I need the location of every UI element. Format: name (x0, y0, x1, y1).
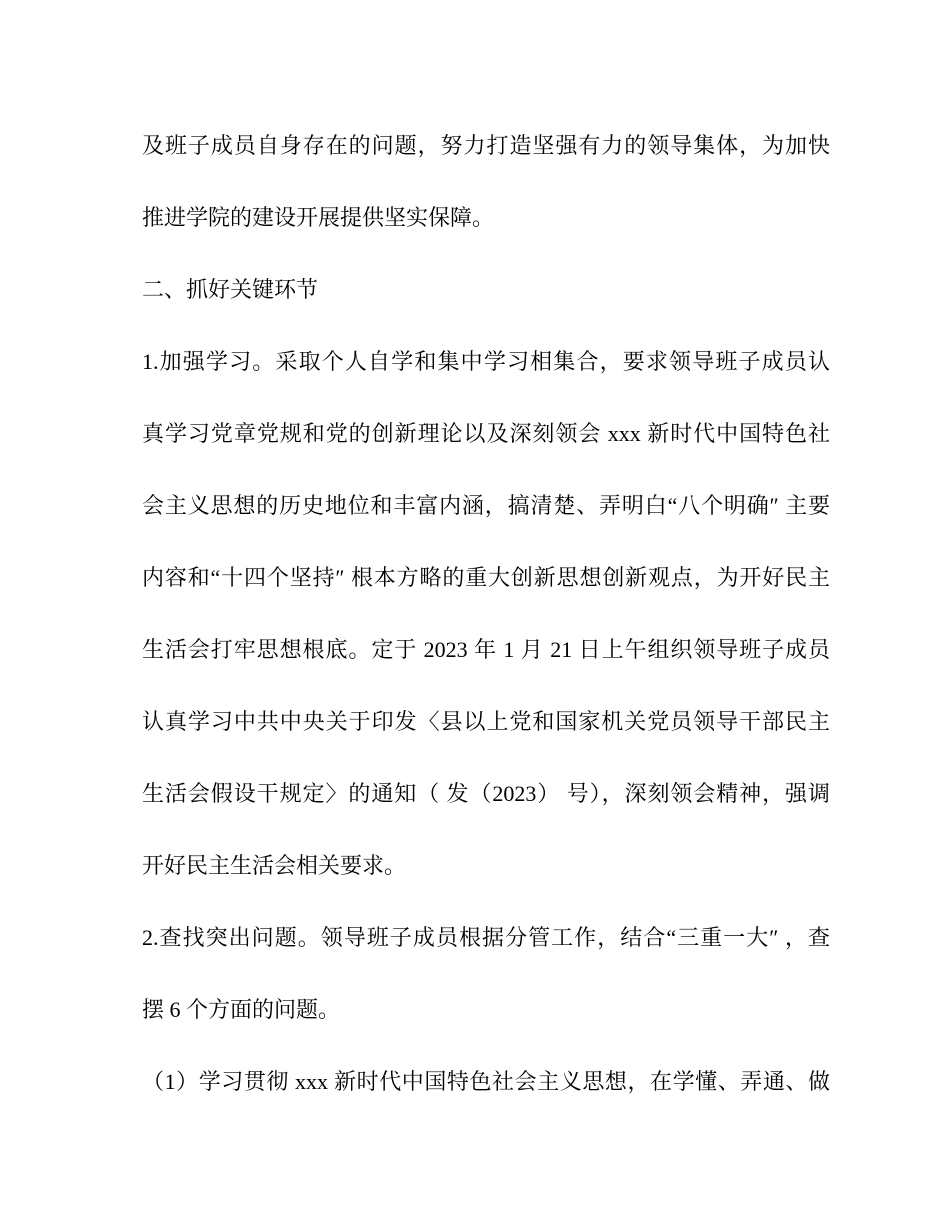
text-line: 摆 6 个方面的问题。 (142, 997, 341, 1022)
text-line: 二、抓好关键环节 (142, 277, 319, 302)
text-line: 认真学习中共中央关于印发〈县以上党和国家机关党员领导干部民主 (142, 709, 830, 734)
text-line: 1.加强学习。采取个人自学和集中学习相集合，要求领导班子成员认 (142, 349, 830, 374)
text-line: 内容和“十四个坚持″ 根本方略的重大创新思想创新观点，为开好民主 (142, 565, 830, 590)
text-line: 会主义思想的历史地位和丰富内涵，搞清楚、弄明白“八个明确″ 主要 (142, 493, 830, 518)
document-body (142, 110, 830, 1118)
text-line: （1）学习贯彻 xxx 新时代中国特色社会主义思想，在学懂、弄通、做 (142, 1069, 830, 1094)
text-line: 生活会假设干规定〉的通知（ 发（2023） 号），深刻领会精神，强调 (142, 781, 830, 806)
text-line: 2.查找突出问题。领导班子成员根据分管工作，结合“三重一大″ ，查 (142, 925, 830, 950)
text-line: 推进学院的建设开展提供坚实保障。 (142, 205, 495, 230)
text-line: 真学习党章党规和党的创新理论以及深刻领会 xxx 新时代中国特色社 (142, 421, 830, 446)
text-line: 及班子成员自身存在的问题，努力打造坚强有力的领导集体，为加快 (142, 133, 830, 158)
text-line: 开好民主生活会相关要求。 (142, 853, 407, 878)
text-line: 生活会打牢思想根底。定于 2023 年 1 月 21 日上午组织领导班子成员 (142, 637, 830, 662)
